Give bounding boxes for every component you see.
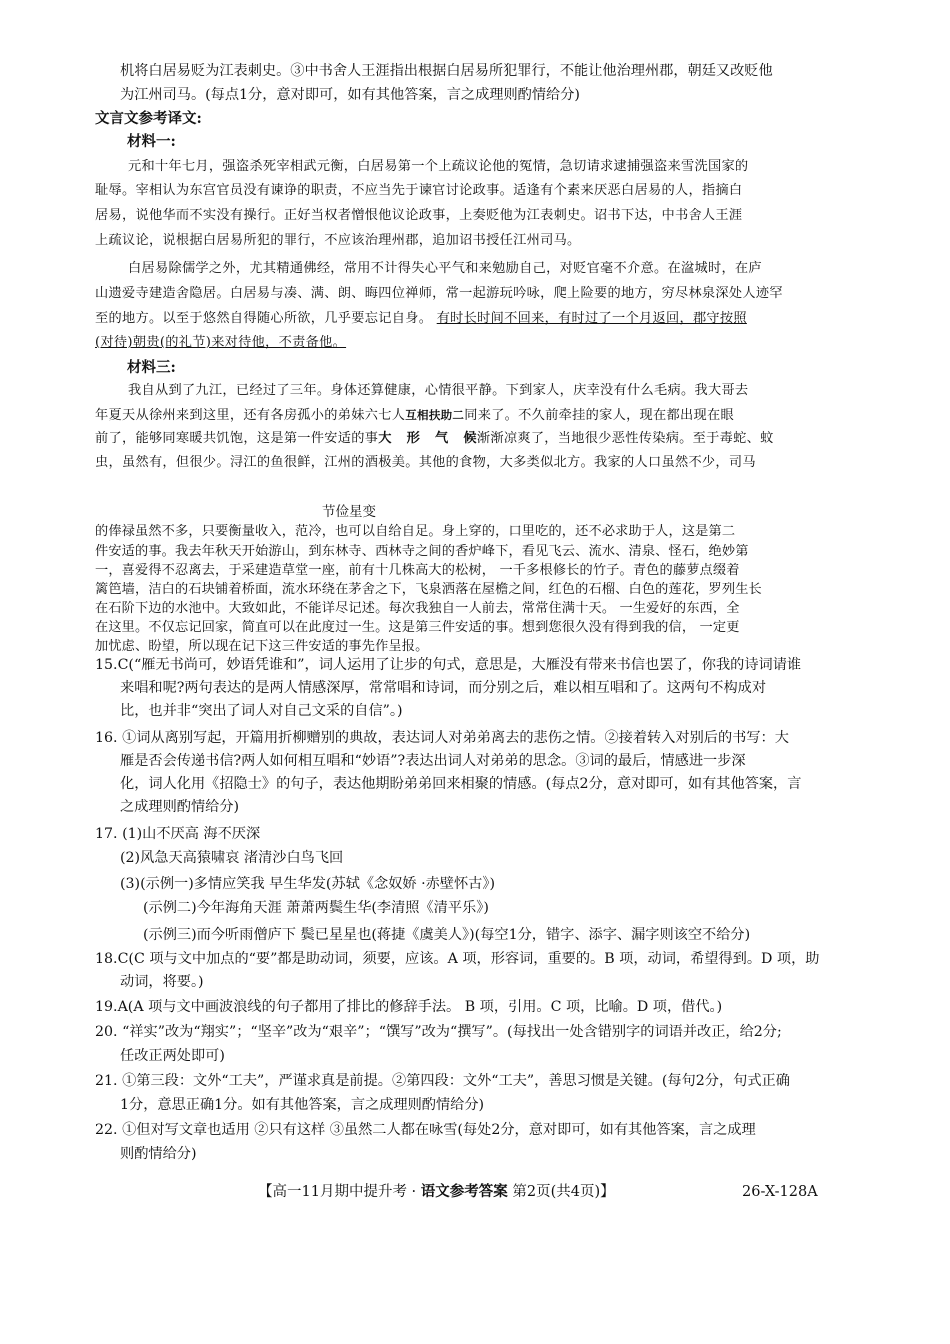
answer-16-line: 化，词人化用《招隐士》的句子，表达他期盼弟弟回来相聚的情感。(每点2分，意对即可，如有其他答案，言: [120, 776, 802, 792]
answer-continuation-line: 机将白居易贬为江表刺史。③中书舍人王涯指出根据白居易所犯罪行，不能让他治理州郡，朝廷又改贬他: [120, 63, 773, 79]
answer-20-line: 任改正两处即可): [120, 1048, 225, 1064]
answer-16-line: 雁是否会传递书信?两人如何相互唱和“妙语”?表达出词人对弟弟的思念。③词的最后，情感进一步深: [120, 753, 746, 769]
answer-15-line: 15.C(“雁无书尚可，妙语凭谁和”，词人运用了让步的句式，意思是，大雁没有带来书信也罢了，你我的诗词请谁: [95, 657, 802, 673]
paragraph-line: 虫，虽然有，但很少。浔江的鱼很鲜，江州的酒极美。其他的食物，大多类似北方。我家的人口虽然不少，司马: [95, 455, 756, 470]
answer-17-line: 17. (1)山不厌高 海不厌深: [95, 826, 261, 842]
paragraph-text: 同来了。不久前牵挂的家人，现在都出现在眼: [464, 408, 734, 423]
footer-exam-name: 【高一11月期中提升考 ·: [258, 1184, 421, 1200]
paragraph-line: [95, 405, 734, 426]
page-footer: [258, 1182, 615, 1202]
paragraph-line: 我自从到了九江，已经过了三年。身体还算健康，心情很平静。下到家人，庆幸没有什么毛病。我大哥去: [128, 383, 749, 398]
paragraph-text: 渐渐凉爽了，当地很少恶性传染病。至于毒蛇、蚊: [476, 431, 774, 446]
answer-18-line: 动词，将要。): [120, 974, 204, 990]
footer-page-number: 第2页(共4页)】: [507, 1184, 615, 1200]
paragraph-text: 至的地方。以至于悠然自得随心所欲，几乎要忘记自身。: [95, 311, 433, 326]
answer-18-line: 18.C(C 项与文中加点的“要”都是助动词，须要，应该。A 项，形容词，重要的。B 项，动词，希望得到。D 项，助: [95, 951, 820, 967]
answer-17-line: (3)(示例一)多情应笑我 早生华发(苏轼《念奴娇 ·赤壁怀古》): [120, 876, 495, 892]
paragraph-line: 耻辱。宰相认为东宫官员没有谏诤的职责，不应当先于谏官讨论政事。适逢有个素来厌恶白居易的人，指摘白: [95, 183, 743, 198]
answer-22-line: 22. ①但对写文章也适用 ②只有这样 ③虽然二人都在咏雪(每处2分，意对即可，如有其他答案，言之成理: [95, 1122, 756, 1138]
paragraph-line: 一，喜爱得不忍离去，于采建造草堂一座，前有十几株高大的松树， 一千多根修长的竹子。青色的藤萝点缀着: [95, 563, 740, 578]
answer-20-line: 20. “祥实”改为“翔实”；“坚辛”改为“艰辛”；“馔写”改为“撰写”。(每找出一处含错别字的词语并改正，给2分;: [95, 1024, 782, 1040]
paragraph-line: 加忧虑、盼望，所以现在记下这三件安适的事先作呈报。: [95, 639, 429, 654]
answer-15-line: 来唱和呢?两句表达的是两人情感深厚，常常唱和诗词，而分别之后，难以相互唱和了。这两句不构成对: [120, 680, 767, 696]
paragraph-line: 件安适的事。我去年秋天开始游山，到东林寺、西林寺之间的香炉峰下，看见飞云、流水、清泉、怪石，绝妙第: [95, 544, 749, 559]
paragraph-line: 篱笆墙，洁白的石块铺着桥面，流水环绕在茅舍之下，飞泉洒落在屋檐之间，红色的石榴、白色的莲花，罗列生长: [95, 582, 762, 597]
answer-21-line: 21. ①第三段：文外“工夫”，严谨求真是前提。②第四段：文外“工夫”，善思习惯是关键。(每句2分，句式正确: [95, 1073, 790, 1089]
paragraph-line: 在这里。不仅忘记回家，简直可以在此度过一生。这是第三件安适的事。想到您很久没有得到我的信， 一定更: [95, 620, 740, 635]
bold-inline-text: 互相扶助二: [405, 408, 465, 422]
paragraph-line: [95, 429, 774, 449]
answer-22-line: 则酌情给分): [120, 1146, 197, 1162]
paragraph-line: 上疏议论，说根据白居易所犯的罪行，不应该治理州郡，追加诏书授任江州司马。: [95, 233, 581, 248]
paragraph-text: 前了，能够同寒暖共饥饱，这是第一件安适的事: [95, 431, 379, 446]
material-one-title: 材料一:: [127, 133, 176, 150]
underlined-text: 有时长时间不回来，有时过了一个月返回，郡守按照: [436, 311, 747, 326]
answer-16-line: 16. ①词从离别写起，开篇用折柳赠别的典故，表达词人对弟弟离去的悲伤之情。②接着转入对别后的书写：大: [95, 730, 789, 746]
paragraph-line: 的俸禄虽然不多，只要衡量收入，范冷，也可以自给自足。身上穿的，口里吃的，还不必求助于人，这是第二: [95, 524, 736, 539]
paragraph-line: 在石阶下边的水池中。大致如此，不能详尽记述。每次我独自一人前去，常常住满十天。 一生爱好的东西，全: [95, 601, 740, 616]
footer-subject: 语文参考答案: [420, 1183, 508, 1200]
footer-code: 26-X-128A: [742, 1184, 818, 1200]
paragraph-text: 年夏天从徐州来到这里，还有各房孤小的弟妹六七人: [95, 408, 406, 423]
answer-21-line: 1分，意思正确1分。如有其他答案，言之成理则酌情给分): [120, 1097, 485, 1113]
paragraph-line: [95, 309, 747, 329]
material-three-title: 材料三:: [127, 359, 176, 376]
answer-17-line: (示例三)而今听雨僧庐下 鬓已星星也(蒋捷《虞美人》)(每空1分，错字、添字、漏字则该空不给分): [143, 927, 751, 943]
paragraph-line: 山遗爱寺建造舍隐居。白居易与凑、满、朗、晦四位禅师，常一起游玩吟咏，爬上险要的地方，穷尽林泉深处人迹罕: [95, 286, 783, 301]
answer-17-line: (2)风急天高猿啸哀 渚清沙白鸟飞回: [120, 850, 344, 866]
translation-heading: 文言文参考译文:: [95, 110, 202, 127]
answer-continuation-line: 为江州司马。(每点1分，意对即可，如有其他答案，言之成理则酌情给分): [120, 87, 580, 103]
bold-inline-text: 大 形 气 候: [378, 431, 477, 446]
underlined-text: (对待)朝贵(的礼节)来对待他，不责备他。: [95, 335, 347, 350]
answer-15-line: 比，也并非“突出了词人对自己文采的自信”。): [120, 703, 403, 719]
paragraph-line: 元和十年七月，强盗杀死宰相武元衡，白居易第一个上疏议论他的冤情，急切请求逮捕强盗来雪洗国家的: [128, 159, 749, 174]
answer-16-line: 之成理则酌情给分): [120, 799, 240, 815]
paragraph-line: 白居易除儒学之外，尤其精通佛经，常用不计得失心平气和来勉励自己，对贬官毫不介意。在湓城时，在庐: [128, 261, 762, 276]
paragraph-line: 居易，说他华而不实没有操行。正好当权者憎恨他议论政事，上奏贬他为江表刺史。诏书下达，中书舍人王涯: [95, 208, 743, 223]
stamp-text: 节俭星变: [322, 504, 376, 520]
answer-19-line: 19.A(A 项与文中画波浪线的句子都用了排比的修辞手法。 B 项，引用。C 项，比喻。D 项，借代。): [95, 999, 723, 1015]
answer-17-line: (示例二)今年海角天涯 萧萧两鬓生华(李清照《清平乐》): [143, 900, 489, 916]
